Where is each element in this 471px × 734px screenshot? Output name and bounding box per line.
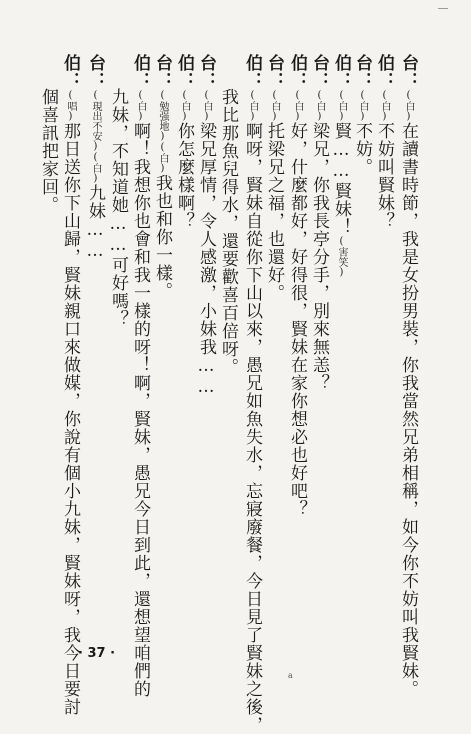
speaker-label: 台： — [264, 54, 284, 90]
speaker-label: 伯： — [174, 54, 194, 90]
stage-direction: (白) — [135, 90, 146, 122]
dialogue-text: 托梁兄之福，也還好。 — [264, 122, 284, 302]
stage-direction: (白) — [336, 90, 347, 122]
dialogue-line — [242, 54, 262, 734]
dialogue-line — [287, 54, 307, 518]
footer-mark: a — [288, 671, 293, 680]
dialogue-line — [108, 88, 128, 328]
dialogue-line — [152, 54, 172, 300]
stage-direction: (白) — [201, 90, 212, 122]
speaker-label: 台： — [85, 54, 105, 90]
dialogue-text: 九妹，不知道她……可好嗎？ — [108, 88, 128, 328]
dialogue-text: 梁兄，你我長亭分手，別來無恙？ — [309, 122, 329, 392]
page-number: · 37 · — [78, 646, 116, 661]
stage-direction: (白) — [357, 90, 368, 122]
dialogue-text: 梁兄厚情，令人感激，小妹我…… — [196, 122, 216, 398]
dialogue-line — [174, 54, 194, 230]
dialogue-text: 好，什麼都好，好得很，賢妹在家你想必也好吧？ — [287, 122, 307, 518]
dialogue-text: 不妨叫賢妹？ — [374, 122, 394, 230]
dialogue-line — [60, 54, 80, 716]
speaker-label: 伯： — [130, 54, 150, 90]
dialogue-line — [218, 88, 238, 376]
dialogue-text: 啊！我想你也會和我一樣的呀！啊，賢妹，愚兄今日到此，還想望咱們的 — [130, 122, 150, 698]
stage-direction: (白) — [247, 90, 258, 122]
dialogue-line — [309, 54, 329, 392]
scan-smudge — [438, 8, 448, 9]
dialogue-line — [352, 54, 372, 176]
dialogue-text: 你怎麼樣啊？ — [174, 122, 194, 230]
dialogue-line — [331, 54, 351, 278]
speaker-label: 伯： — [60, 54, 80, 90]
dialogue-text: 九妹…… — [85, 184, 105, 262]
speaker-label: 伯： — [287, 54, 307, 90]
dialogue-line — [374, 54, 394, 230]
stage-direction: (白) — [269, 90, 280, 122]
dialogue-line — [85, 54, 105, 262]
speaker-label: 台： — [352, 54, 372, 90]
speaker-label: 台： — [309, 54, 329, 90]
stage-direction: (害笑) — [336, 236, 347, 278]
dialogue-line — [130, 54, 150, 698]
dialogue-line — [398, 54, 418, 698]
stage-direction: (白) — [314, 90, 325, 122]
stage-direction: (白) — [379, 90, 390, 122]
dialogue-text: 不妨。 — [352, 122, 372, 176]
speaker-label: 伯： — [242, 54, 262, 90]
stage-direction: (白) — [179, 90, 190, 122]
dialogue-text: 在讀書時節，我是女扮男裝，你我當然兄弟相稱，如今你不妨叫我賢妹。 — [398, 122, 418, 698]
stage-direction: (白) — [157, 142, 168, 174]
dialogue-text: 那日送你下山歸，賢妹親口來做媒，你說有個小九妹，賢妹呀，我今日要討 — [60, 122, 80, 716]
dialogue-text: 個喜訊把家回。 — [38, 88, 58, 214]
stage-direction: (白) — [292, 90, 303, 122]
dialogue-line — [264, 54, 284, 302]
dialogue-line — [196, 54, 216, 398]
dialogue-text: 我也和你一樣。 — [152, 174, 172, 300]
speaker-label: 台： — [152, 54, 172, 90]
speaker-label: 伯： — [374, 54, 394, 90]
dialogue-line — [38, 88, 58, 214]
speaker-label: 台： — [398, 54, 418, 90]
dialogue-text: 啊呀，賢妹自從你下山以來，愚兄如魚失水，忘寢廢餐，今日見了賢妹之後， — [242, 122, 262, 734]
dialogue-text: 我比那魚兒得水，還要歡喜百倍呀。 — [218, 88, 238, 376]
speaker-label: 台： — [196, 54, 216, 90]
stage-direction: (白) — [90, 152, 101, 184]
dialogue-text: 賢……賢妹！ — [331, 122, 351, 236]
speaker-label: 伯： — [331, 54, 351, 90]
stage-direction: (現出不安) — [90, 90, 101, 152]
stage-direction: (白) — [403, 90, 414, 122]
stage-direction: (勉强地) — [157, 90, 168, 142]
stage-direction: (唱) — [65, 90, 76, 122]
